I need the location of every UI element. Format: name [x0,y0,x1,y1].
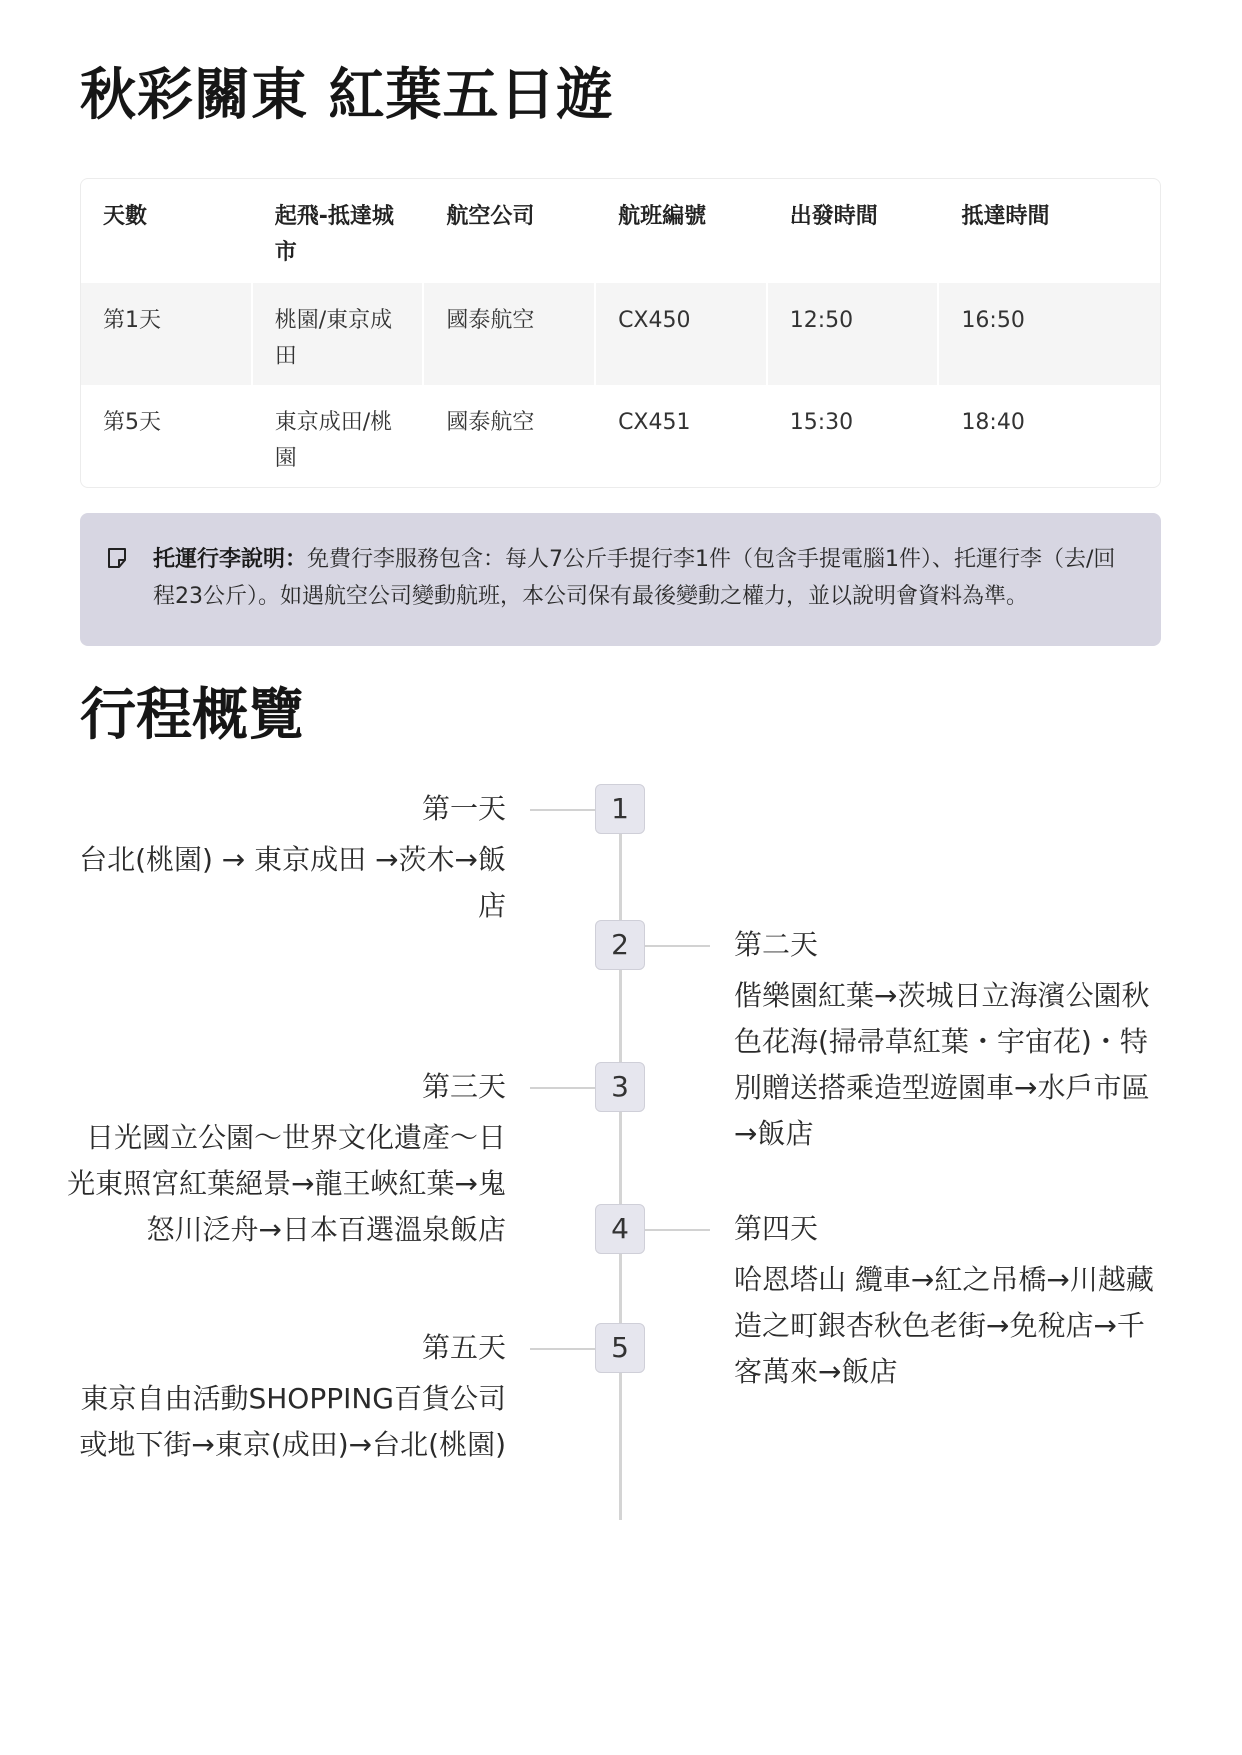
timeline-connector [530,1348,595,1350]
timeline-item [734,1207,1164,1395]
day-description: 偕樂園紅葉→茨城日立海濱公園秋色花海(掃帚草紅葉・宇宙花)・特別贈送搭乘造型遊園車→水戶市區→飯店 [734,979,1150,1150]
cell-airline: 國泰航空 [424,385,596,487]
day-description: 哈恩塔山 纜車→紅之吊橋→川越藏造之町銀杏秋色老街→免稅店→千客萬來→飯店 [734,1263,1154,1388]
timeline-connector [530,809,595,811]
header-airline: 航空公司 [446,204,535,229]
note-body: 免費行李服務包含：每人7公斤手提行李1件（包含手提電腦1件）、托運行李（去/回程23公斤）。如遇航空公司變動航班，本公司保有最後變動之權力，並以說明會資料為準。 [153,547,1116,609]
timeline-item [66,1326,506,1468]
cell-airline: 國泰航空 [424,283,596,385]
day-description: 台北(桃園) → 東京成田 →茨木→飯店 [79,843,506,922]
cell-arrival: 18:40 [961,410,1025,435]
cell-flight-no: CX450 [596,283,768,385]
timeline-item [66,787,506,929]
timeline-node: 4 [595,1204,645,1254]
overview-title: 行程概覽 [80,683,304,748]
timeline-axis [619,810,622,1520]
day-label: 第二天 [734,928,819,961]
day-label: 第四天 [734,1212,819,1245]
timeline-item [66,1065,506,1253]
cell-departure: 12:50 [768,283,940,385]
day-description: 日光國立公園～世界文化遺產～日光東照宮紅葉絕景→龍王峽紅葉→鬼怒川泛舟→日本百選溫泉飯店 [67,1121,506,1246]
timeline-connector [645,945,710,947]
cell-route: 東京成田/桃園 [253,385,425,487]
cell-day: 第1天 [81,283,253,385]
table-row [81,283,1160,385]
baggage-note [80,513,1161,646]
cell-flight-no: CX451 [596,385,768,487]
cell-departure: 15:30 [768,385,940,487]
timeline-node: 2 [595,920,645,970]
flight-table [80,178,1161,488]
table-header-row [81,179,1160,283]
header-departure: 出發時間 [789,204,878,229]
cell-arrival: 16:50 [961,308,1025,333]
day-label: 第一天 [421,792,506,825]
day-label: 第三天 [421,1070,506,1103]
day-description: 東京自由活動SHOPPING百貨公司或地下街→東京(成田)→台北(桃園) [79,1382,506,1461]
header-arrival: 抵達時間 [961,204,1050,229]
header-day: 天數 [103,204,148,229]
header-flight-no: 航班編號 [618,204,707,229]
note-icon [105,546,129,570]
cell-day: 第5天 [81,385,253,487]
timeline-node: 3 [595,1062,645,1112]
header-route: 起飛-抵達城市 [274,204,394,265]
timeline-node: 5 [595,1323,645,1373]
page-title: 秋彩關東 紅葉五日遊 [80,63,614,128]
day-label: 第五天 [421,1331,506,1364]
note-label: 托運行李說明： [153,547,308,572]
timeline-connector [645,1229,710,1231]
cell-route: 桃園/東京成田 [253,283,425,385]
table-row [81,385,1160,487]
timeline-node: 1 [595,784,645,834]
timeline-item [734,923,1164,1157]
note-text [153,541,1133,615]
timeline-connector [530,1087,595,1089]
